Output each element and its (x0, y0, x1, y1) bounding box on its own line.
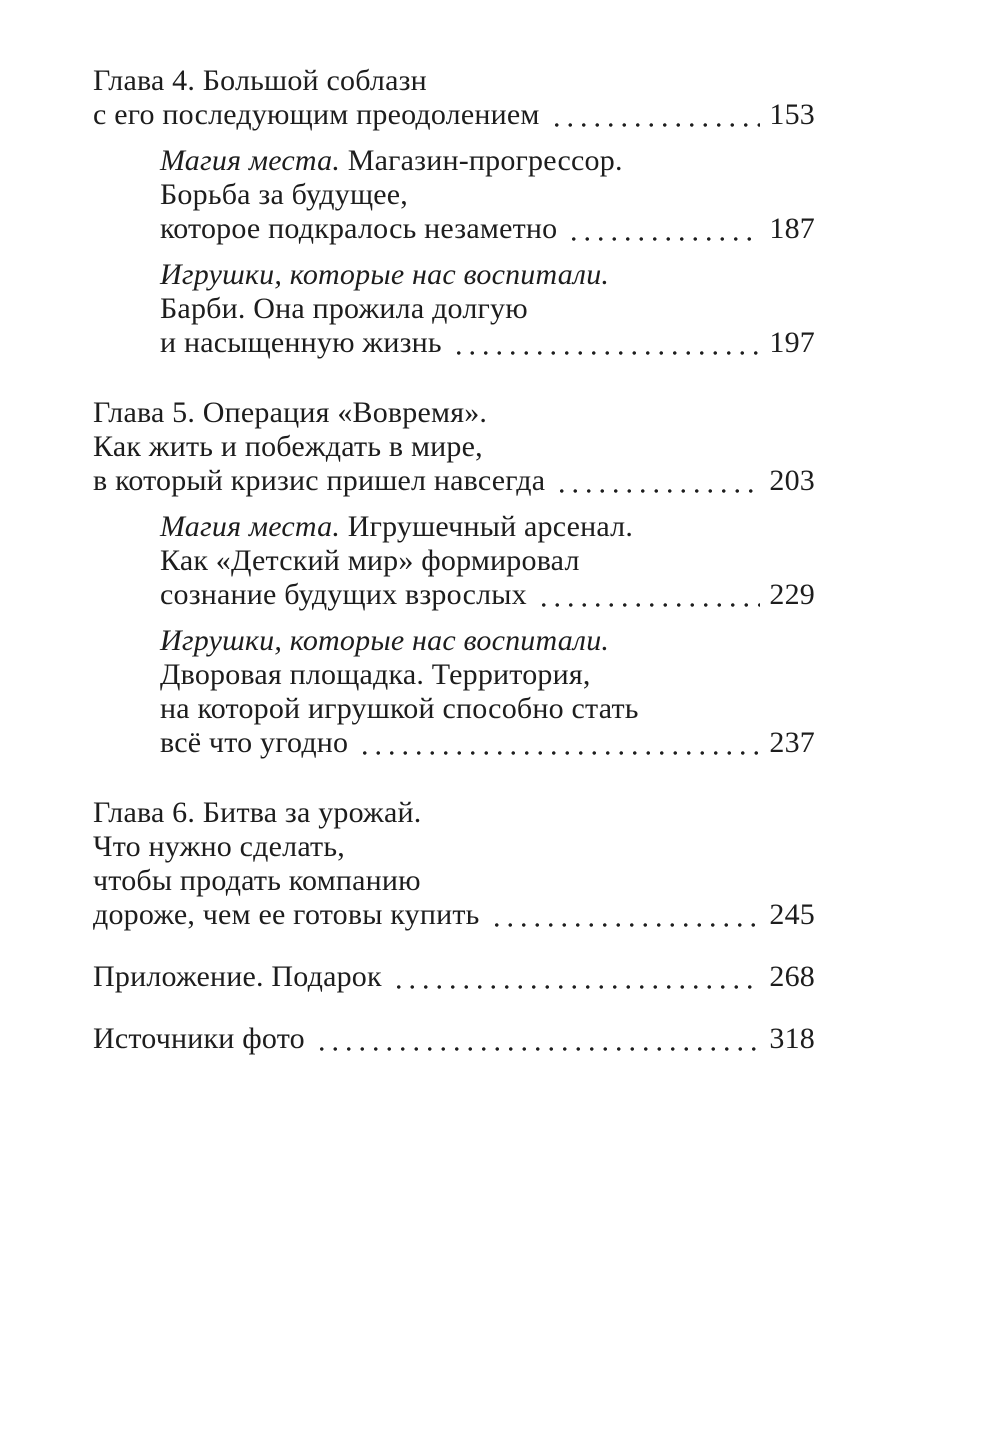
dot-leader (567, 212, 760, 246)
toc-entry-line (160, 510, 815, 544)
dot-leader (452, 326, 761, 360)
toc-entry-line (160, 258, 815, 292)
page-number: 268 (769, 960, 815, 993)
toc-entry-lastline (93, 898, 815, 932)
toc-entry-appendix (93, 960, 815, 994)
toc-entry-text: Приложение. Подарок (93, 960, 382, 993)
dot-leader (315, 1022, 761, 1056)
toc-entry-line: Дворовая площадка. Территория, (160, 658, 591, 691)
toc-entry-sub-igrushki-2 (93, 624, 815, 760)
toc-entry-line: на которой игрушкой способно стать (160, 692, 639, 725)
toc-entry-lastline (93, 1022, 815, 1056)
toc-entry-text: в который кризис пришел навсегда (93, 464, 546, 497)
toc-entry-line: чтобы продать компанию (93, 864, 421, 897)
toc-entry-lastline (160, 726, 815, 760)
toc-entry-italic-lead: Игрушки, которые нас воспитали. (160, 258, 610, 291)
page-number: 245 (769, 898, 815, 931)
toc-entry-line: Глава 5. Операция «Вовремя». (93, 396, 488, 429)
toc-entry-chapter-6 (93, 796, 815, 932)
toc-entry-text: и насыщенную жизнь (160, 326, 442, 359)
toc-entry-line: Глава 6. Битва за урожай. (93, 796, 422, 829)
toc-entry-sub-magia-mesta-1 (93, 144, 815, 246)
toc-entry-photo-sources (93, 1022, 815, 1056)
dot-leader (392, 960, 761, 994)
toc-entry-lastline (160, 578, 815, 612)
dot-leader (537, 578, 761, 612)
toc-entry-line: Борьба за будущее, (160, 178, 408, 211)
toc-entry-line (160, 144, 815, 178)
page-number: 187 (769, 212, 815, 245)
page-number: 197 (769, 326, 815, 359)
toc-entry-chapter-5 (93, 396, 815, 498)
toc-entry-lastline (93, 98, 815, 132)
toc-entry-line: Барби. Она прожила долгую (160, 292, 528, 325)
toc-entry-line: Глава 4. Большой соблазн (93, 64, 427, 97)
toc-entry-text: с его последующим преодолением (93, 98, 540, 131)
dot-leader (490, 898, 761, 932)
table-of-contents (93, 64, 815, 1056)
dot-leader (555, 464, 760, 498)
toc-entry-lastline (93, 960, 815, 994)
toc-entry-text: дороже, чем ее готовы купить (93, 898, 480, 931)
dot-leader (550, 98, 761, 132)
toc-entry-lastline (93, 464, 815, 498)
toc-entry-italic-lead: Игрушки, которые нас воспитали. (160, 624, 610, 657)
page-number: 153 (769, 98, 815, 131)
toc-entry-line (160, 624, 815, 658)
toc-entry-text: всё что угодно (160, 726, 349, 759)
toc-entry-line: Как «Детский мир» формировал (160, 544, 580, 577)
toc-entry-italic-lead: Магия места. (160, 144, 341, 177)
toc-entry-sub-igrushki-1 (93, 258, 815, 360)
page-number: 203 (769, 464, 815, 497)
toc-entry-text: Источники фото (93, 1022, 305, 1055)
dot-leader (358, 726, 760, 760)
toc-entry-text: сознание будущих взрослых (160, 578, 527, 611)
toc-entry-chapter-4 (93, 64, 815, 132)
toc-entry-line: Что нужно сделать, (93, 830, 345, 863)
toc-entry-lastline (160, 212, 815, 246)
toc-entry-text: которое подкралось незаметно (160, 212, 558, 245)
page-number: 318 (769, 1022, 815, 1055)
page-number: 237 (769, 726, 815, 759)
toc-entry-lastline (160, 326, 815, 360)
toc-entry-lead-rest: Магазин-прогрессор. (340, 144, 623, 177)
toc-entry-sub-magia-mesta-2 (93, 510, 815, 612)
toc-entry-line: Как жить и побеждать в мире, (93, 430, 483, 463)
toc-entry-italic-lead: Магия места. (160, 510, 341, 543)
toc-entry-lead-rest: Игрушечный арсенал. (340, 510, 634, 543)
page-number: 229 (769, 578, 815, 611)
